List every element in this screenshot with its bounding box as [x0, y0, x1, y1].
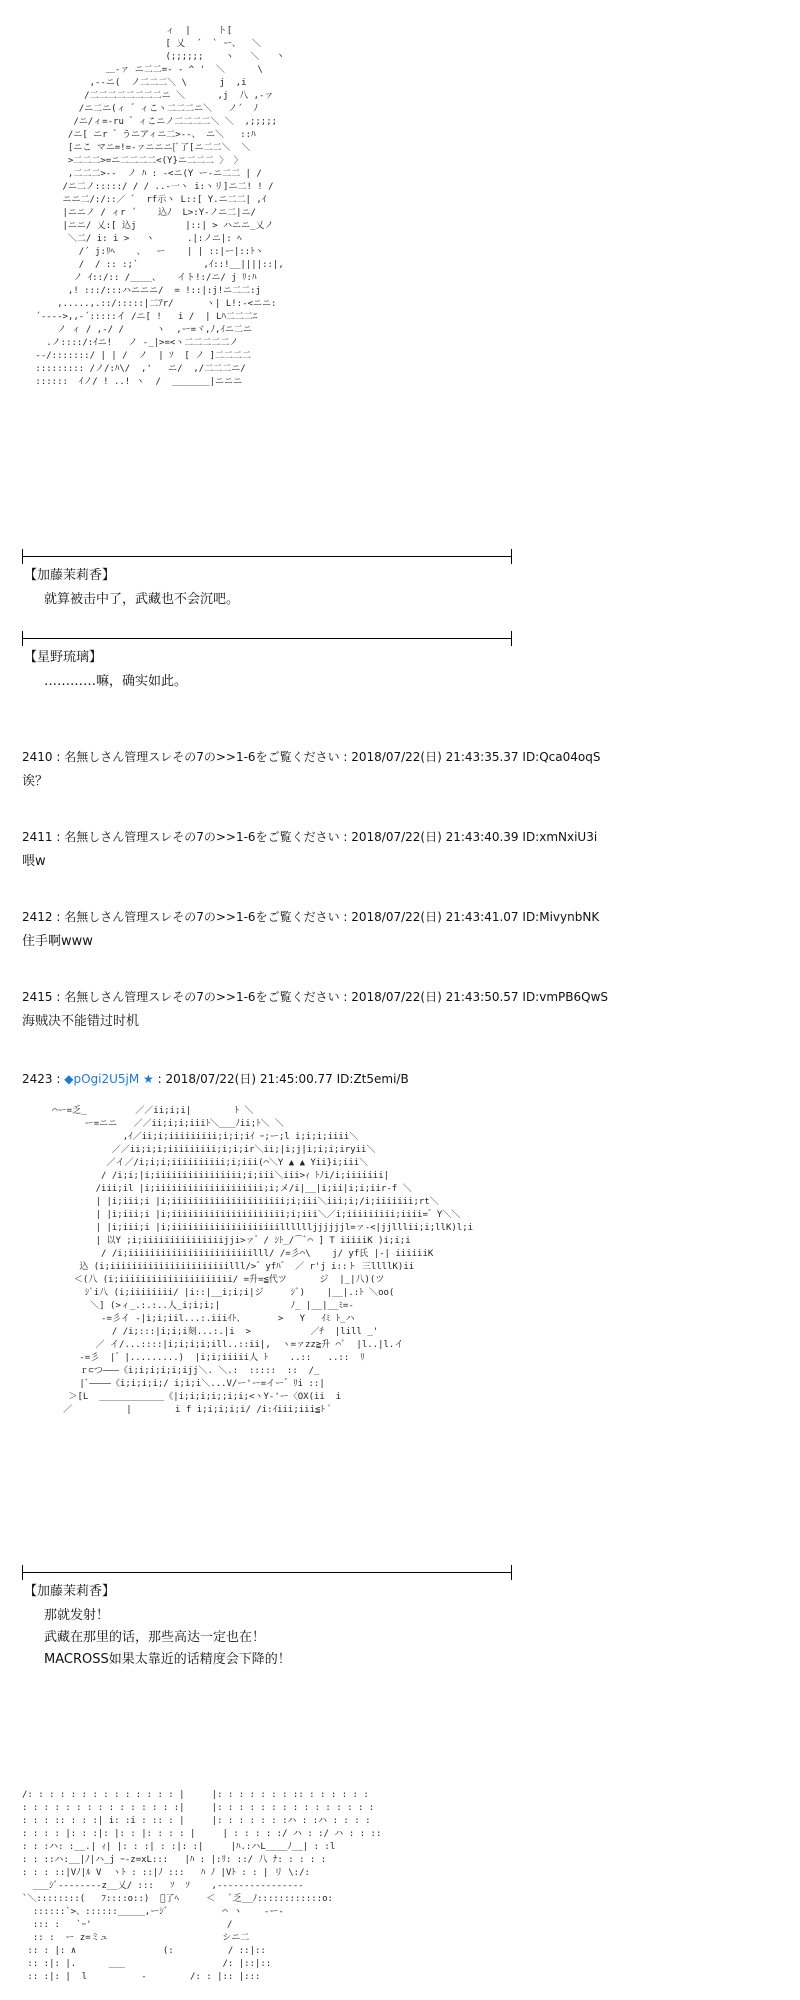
speaker-name: 【加藤茉莉香】: [24, 1584, 116, 1599]
poster-name: 名無しさん管理スレその7の>>1-6をご覧ください: [64, 830, 340, 844]
dialogue-line: …………嘛，确实如此。: [44, 674, 188, 689]
post-datetime: 2018/07/22(日) 21:45:00.77: [165, 1072, 333, 1086]
post-header: 2411 : 名無しさん管理スレその7の>>1-6をご覧ください : 2018/07/22(日) 21:43:40.39 ID:xmNxiU3i: [22, 830, 598, 844]
ascii-art-battle-scene: ⌒ー=乏_ ／／ii;i;i| ﾄ ＼ ー=ニニ ／／ii;i;i;iiiﾄ＼___ﾉii;ﾄ＼ ＼ ,ｲ／ii;i;iiiiiiiii;i;i;iｲ ｰ;ー;l i;i;i;iiii＼ ／／ii;i;i;iiiiiiiii;i;i;ir＼ii;|i;j|i;i;i;iryii＼ ／イ／/i;i;i;iiiiiiiiii;i;iii(⌒＼Y ▲ ▲ Yii}i;iii＼ / /i;i;|i;iiiiiiiiiiiiiiii;i;iii＼iii>ｨ ﾄﾉi/i;iiiiiii| /iii;il |i;iiiiiiiiiiiiiiiiiiii;i;メ/i|__|i;ii|i;i;iir-f ＼ | |i;iii;i |i;iiiiiiiiiiiiiiiiiiiii;i;iii＼iii;i;/i;iiiiiii;rt＼ | |i;iii;i |i;iiiiiiiiiiiiiiiiiiiii;i;iii＼／i;iiiiiiiii;iiii=゛Y＼＼ | |i;iii;i |i;iiiiiiiiiiiiiiiiiiiilllllljjjjjjl=ァ-<|jjlllii;i;llK)l;i | 以Y ;i;iiiiiiiiiiiiiiijji>ァ゛/ ｼﾄ_/⌒ﾞ⌒ ] T iiiiiK )i;i;i / /i;iiiiiiiiiiiiiiiiiiiiiiilll/ /=彡⌒\ j/ yf氏 |-| iiiiiiK 込 (i;iiiiiiiiiiiiiiiiiiiiiilll/>゛yfﾊ゛ ／ r'j i::ト 三llllK)ii ＜(八 (i;iiiiiiiiiiiiiiiiiiiii/ =升=≦代ツ ジ |_|八)(ツ ｼﾞi八 (i;iiiiiiii/ |i::|__i;i;i|ジ ｼﾞ) |__|.:ﾄ ＼oo( ＼] (>ィ_.:.:..人_i;i;i;| ﾉ_ |__|__ﾐ=- -=彡イ -|i;i;iil...:.iiiｲﾄ、 > Y ｲﾐ ﾄ_ハ / /i;:::|i;i;i刻...:.|i > ／ﾁ |lill _' ／ イ/...::::|i;i;i;i;ill..::ii|, ヽ=ァzz≧升 ⌒ﾞ |l..|l.イ -=彡 |゛|.........) |i;i;iiiii人 ﾄ ..:: ..:: ﾘ ｒ⊂つ———《i;i;i;i;i;ijj＼. ＼.: ::::: :: /_ |ﾞ————《i;i;i;i;/ i;i;i＼...V/ー'ー=イー゛ﾘi ::| ＞[L ____________《|i;i;i;i;;i;i;<ヽY-'ー〈OX(ii i ／ | i f i;i;i;i;i/ /i:ｲiii;iii≦ﾄ ﾞ: [52, 1106, 474, 1415]
post-number: 2415: [22, 990, 53, 1004]
post-header: 2410 : 名無しさん管理スレその7の>>1-6をご覧ください : 2018/07/22(日) 21:43:35.37 ID:Qca04oqS: [22, 750, 601, 764]
ascii-art-character-closeup: /: : : : : : : : : : : : : : | |: : : : : : : :: : : : : : : : : : : : : : : : : : : : : :| |: : : : : : : : : : : : : : : : : : :: : : :| i: :i : :: : | |: : : : : : :ハ : :ハ : : : : : : : : |: : :|: |: : |: : : : | | : : : : :/ ハ : :/ ハ : : :: : : :ハ: :__.| ｨ| |: : :| : :|: :| |ﾊ.:ハL____ﾉ__| : :l : : ::ハ:__|ﾉ|ハ_j ｰ-z=xL::: |ﾊ : |:ﾘ: ::/ 八 ﾅ: : : : : : : : ::|Vﾉ|ﾙ V ヽﾄ : ::|ﾉ ::: ﾊ ﾉ |Vﾄ : : | リ \:/: ___ｼﾞ--------z__乂/ ::: ｿ ｿ ,---------------- `＼::::::::( ﾌ::::o::) ﾞ了ﾍ ＜ ﾞ乏__ﾉ::::::::::::o: ::::::`>、::::::_____,ーｼﾞ ⌒ ヽ ‐ー‐ ::: : `ｰ' / :: : ー z=ミュ シニ二 :: : |: ∧ (: / ::|:: :: :|: |. ___ /: |::|:: :: :|: | l ‐ /: : |:: |:::: [22, 1790, 382, 1982]
post-number: 2410: [22, 750, 53, 764]
dialogue-line: MACROSS如果太靠近的话精度会下降的！: [44, 1652, 291, 1667]
poster-id[interactable]: ID:MivynbNK: [522, 910, 600, 924]
poster-id[interactable]: ID:Zt5emi/B: [336, 1072, 409, 1086]
post-datetime: 2018/07/22(日) 21:43:35.37: [351, 750, 519, 764]
post-datetime: 2018/07/22(日) 21:43:41.07: [351, 910, 519, 924]
post-number: 2411: [22, 830, 53, 844]
speaker-name: 【星野琉璃】: [24, 650, 103, 665]
poster-id[interactable]: ID:Qca04oqS: [522, 750, 601, 764]
post-body: 喂w: [22, 854, 46, 869]
poster-trip[interactable]: pOgi2U5jM: [73, 1072, 140, 1086]
post-number: 2412: [22, 910, 53, 924]
post-body: 住手啊www: [22, 934, 93, 949]
post-datetime: 2018/07/22(日) 21:43:40.39: [351, 830, 519, 844]
ascii-art-ship-girl: ィ | ト[ [ 乂 ´ ` ー、 ＼ (;;;;;; ヽ ＼ 丶 ＿-ァ ニ二二=- ‐ ^ ' ＼ \ ,-‐ニ( ノ二二二＼ \ j ,i /二二二二二二二二ニ ＼ ,j 八 ,-ァ /ニ二ニ(ィ ゛ィこヽ二二二ニ＼ ノ´ ﾉ /ニ/ィ=-ru ゛ィこニノ二二二二＼ ＼ ,;;;;; /ニ[ ニr ゛うニアィニ二>--、 ニ＼ ::ﾊ [ニこ マニ=!=-ァニニニ[ﾞ了[ニ二二＼ ＼ >二二二>=ニ二二二二<(Y}ニ二二二 〉 〉 ,二二二>-- ノ ﾊ : -<ニ(Y ー‐ニ二二 | / /ニ二ノ:::::/ / / ..-一ヽ i:ヽリ]ニ二! ! / ニニ二/:/::／ ﾞ rf示ヽ L::[ Y.ニ二二| ,ｲ |ニニノ / ィr ´ 込ﾉ L>:Y-ノニ二|ニ/ |ニニ/ 乂:[ 込j |::| > ハニニ_乂ノ ＼二/ i: i > ヽ .|:ノニ|: ﾍ /´ j:ﾘﾍ 、 ー | | ::|ー|::ﾄヽ / / :: :;` ,ｲ::!__||||::|, ノ ｲ::/:: /____、 イト!:/ニ/ j ﾘ:ﾊ ,! :::/:::ハニニニ/ = !::|:j!ニ二二:j ,.....,.::/:::::|二ｱr/ ヽ| L!:-<ニニ: ´---->,,-´:::::イ /ニ[ ! i / | Lﾊ二二二ﾆ ノ ィ / ,-/ / ヽ ,ー=ヾ,ﾉ,ｲニ二ニ .ノ::::/:ｲニ! ノ -_|>=<ヽ二二二二二ノ --/:::::::/ | | / ノ | ｿ [ ノ ]二二二二 ::::::::: /ノ/:ﾊ\/ ,' ニ/ ,/二二二ニ/ :::::: ｲノ/ ! ..! ヽ / _______|ニニニ: [35, 26, 285, 387]
post-body: 诶？: [22, 774, 49, 789]
trip-diamond-icon: ◆: [64, 1072, 74, 1086]
dialogue-line: 武藏在那里的话，那些高达一定也在！: [44, 1630, 266, 1645]
scene-divider-2: [22, 638, 512, 639]
op-post-header: 2423 : ◆pOgi2U5jM ★ : 2018/07/22(日) 21:45:00.77 ID:Zt5emi/B: [22, 1072, 409, 1086]
post-header: 2415 : 名無しさん管理スレその7の>>1-6をご覧ください : 2018/07/22(日) 21:43:50.57 ID:vmPB6QwS: [22, 990, 608, 1004]
poster-id[interactable]: ID:vmPB6QwS: [522, 990, 608, 1004]
post-datetime: 2018/07/22(日) 21:43:50.57: [351, 990, 519, 1004]
poster-name: 名無しさん管理スレその7の>>1-6をご覧ください: [64, 750, 340, 764]
trip-star-icon: ★: [143, 1072, 154, 1086]
poster-name: 名無しさん管理スレその7の>>1-6をご覧ください: [64, 910, 340, 924]
poster-name: 名無しさん管理スレその7の>>1-6をご覧ください: [64, 990, 340, 1004]
speaker-name: 【加藤茉莉香】: [24, 568, 116, 583]
scene-divider-3: [22, 1572, 512, 1573]
poster-id[interactable]: ID:xmNxiU3i: [522, 830, 598, 844]
post-body: 海贼决不能错过时机: [22, 1014, 140, 1029]
post-number: 2423: [22, 1072, 53, 1086]
post-header: 2412 : 名無しさん管理スレその7の>>1-6をご覧ください : 2018/07/22(日) 21:43:41.07 ID:MivynbNK: [22, 910, 600, 924]
scene-divider-1: [22, 556, 512, 557]
dialogue-line: 那就发射！: [44, 1608, 110, 1623]
dialogue-line: 就算被击中了，武藏也不会沉吧。: [44, 592, 240, 607]
